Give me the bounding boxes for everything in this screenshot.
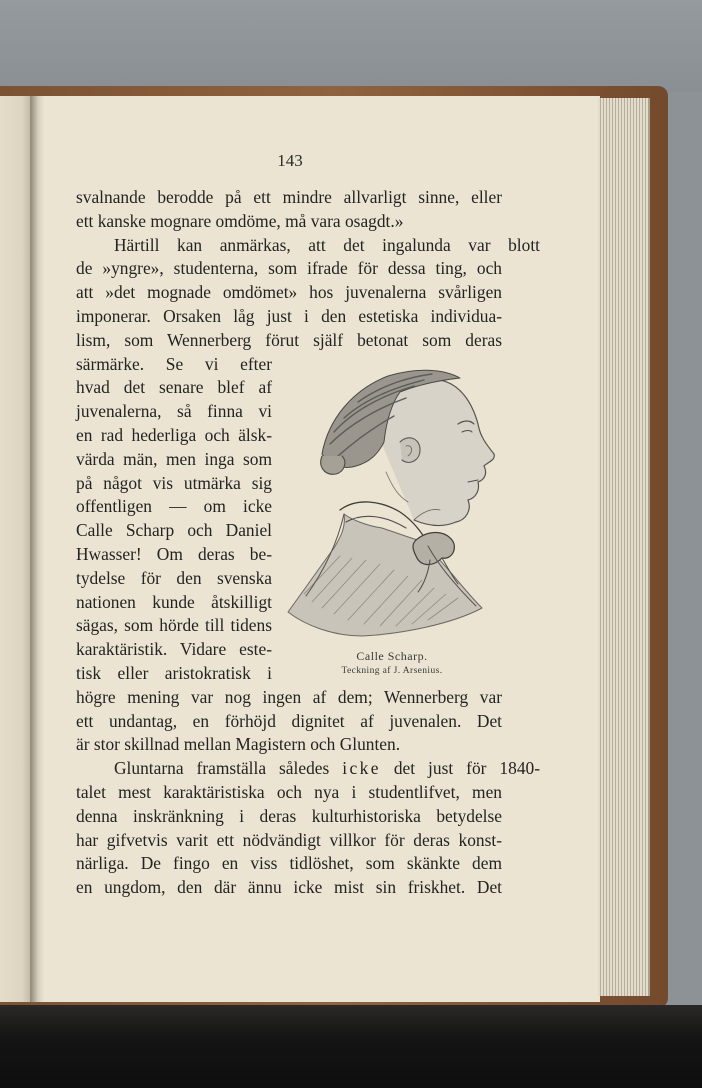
text-line: imponerar. Orsaken låg just i den estetiska individua- <box>76 305 502 326</box>
text-line: är stor skillnad mellan Magistern och Glunten. <box>76 734 401 755</box>
text-line: tisk eller aristokratisk i <box>76 662 272 683</box>
portrait-illustration <box>282 362 504 640</box>
text-line: en ungdom, den där ännu icke mist sin friskhet. Det <box>76 877 502 898</box>
text-line: högre mening var nog ingen af dem; Wennerberg var <box>76 686 502 707</box>
figure-caption <box>302 648 482 678</box>
text-line: ett undantag, en förhöjd dignitet af juvenalen. Det <box>76 710 502 731</box>
left-page-edge <box>0 96 32 1002</box>
text-run: det just för 1840- <box>380 758 540 779</box>
page-gutter <box>30 96 44 1002</box>
text-line: juvenalerna, så finna vi <box>76 401 272 422</box>
text-line: karaktäristik. Vidare este- <box>76 639 272 660</box>
text-line: hvad det senare blef af <box>76 377 272 398</box>
spaced-emphasis: icke <box>342 758 381 779</box>
text-line: nationen kunde åtskilligt <box>76 591 272 612</box>
text-line <box>76 757 540 781</box>
text-line: lism, som Wennerberg förut själf betonat som deras <box>76 329 502 350</box>
text-line: de »yngre», studenterna, som ifrade för dessa ting, och <box>76 258 502 279</box>
text-line: särmärke. Se vi efter <box>76 353 272 374</box>
text-line: har gifvetvis varit ett nödvändigt villkor för deras konst- <box>76 829 502 850</box>
scan-background-bottom <box>0 1005 702 1088</box>
text-block-bottom <box>76 686 540 900</box>
text-line: talet mest karaktäristiska och nya i studentlifvet, men <box>76 781 502 802</box>
text-line: denna inskränkning i deras kulturhistoriska betydelse <box>76 805 502 826</box>
text-line: tydelse för den svenska <box>76 567 272 588</box>
text-line: närliga. De fingo en viss tidlöshet, som skänkte dem <box>76 853 502 874</box>
caption-credit: Teckning af J. Arsenius. <box>341 666 443 676</box>
text-line: på något vis utmärka sig <box>76 472 272 493</box>
text-line: en rad hederliga och älsk- <box>76 424 272 445</box>
text-block-top <box>76 186 540 353</box>
text-line: offentligen — om icke <box>76 496 272 517</box>
text-line: ett kanske mognare omdöme, må vara osagdt.» <box>76 210 404 231</box>
text-line: att »det mognade omdömet» hos juvenalerna svårligen <box>76 282 502 303</box>
text-line: värda män, men inga som <box>76 448 272 469</box>
scan-background-top <box>0 0 702 92</box>
caption-name: Calle Scharp. <box>356 649 428 663</box>
text-line: svalnande berodde på ett mindre allvarligt sinne, eller <box>76 187 502 207</box>
text-line: Härtill kan anmärkas, att det ingalunda var blott <box>114 234 540 255</box>
page-number: 143 <box>277 151 303 170</box>
text-line: Calle Scharp och Daniel <box>76 520 272 541</box>
text-line: Hwasser! Om deras be- <box>76 543 272 564</box>
text-line: sägas, som hörde till tidens <box>76 615 272 636</box>
page-block-edges <box>598 98 650 996</box>
text-run: Gluntarna framställa således <box>114 758 343 779</box>
